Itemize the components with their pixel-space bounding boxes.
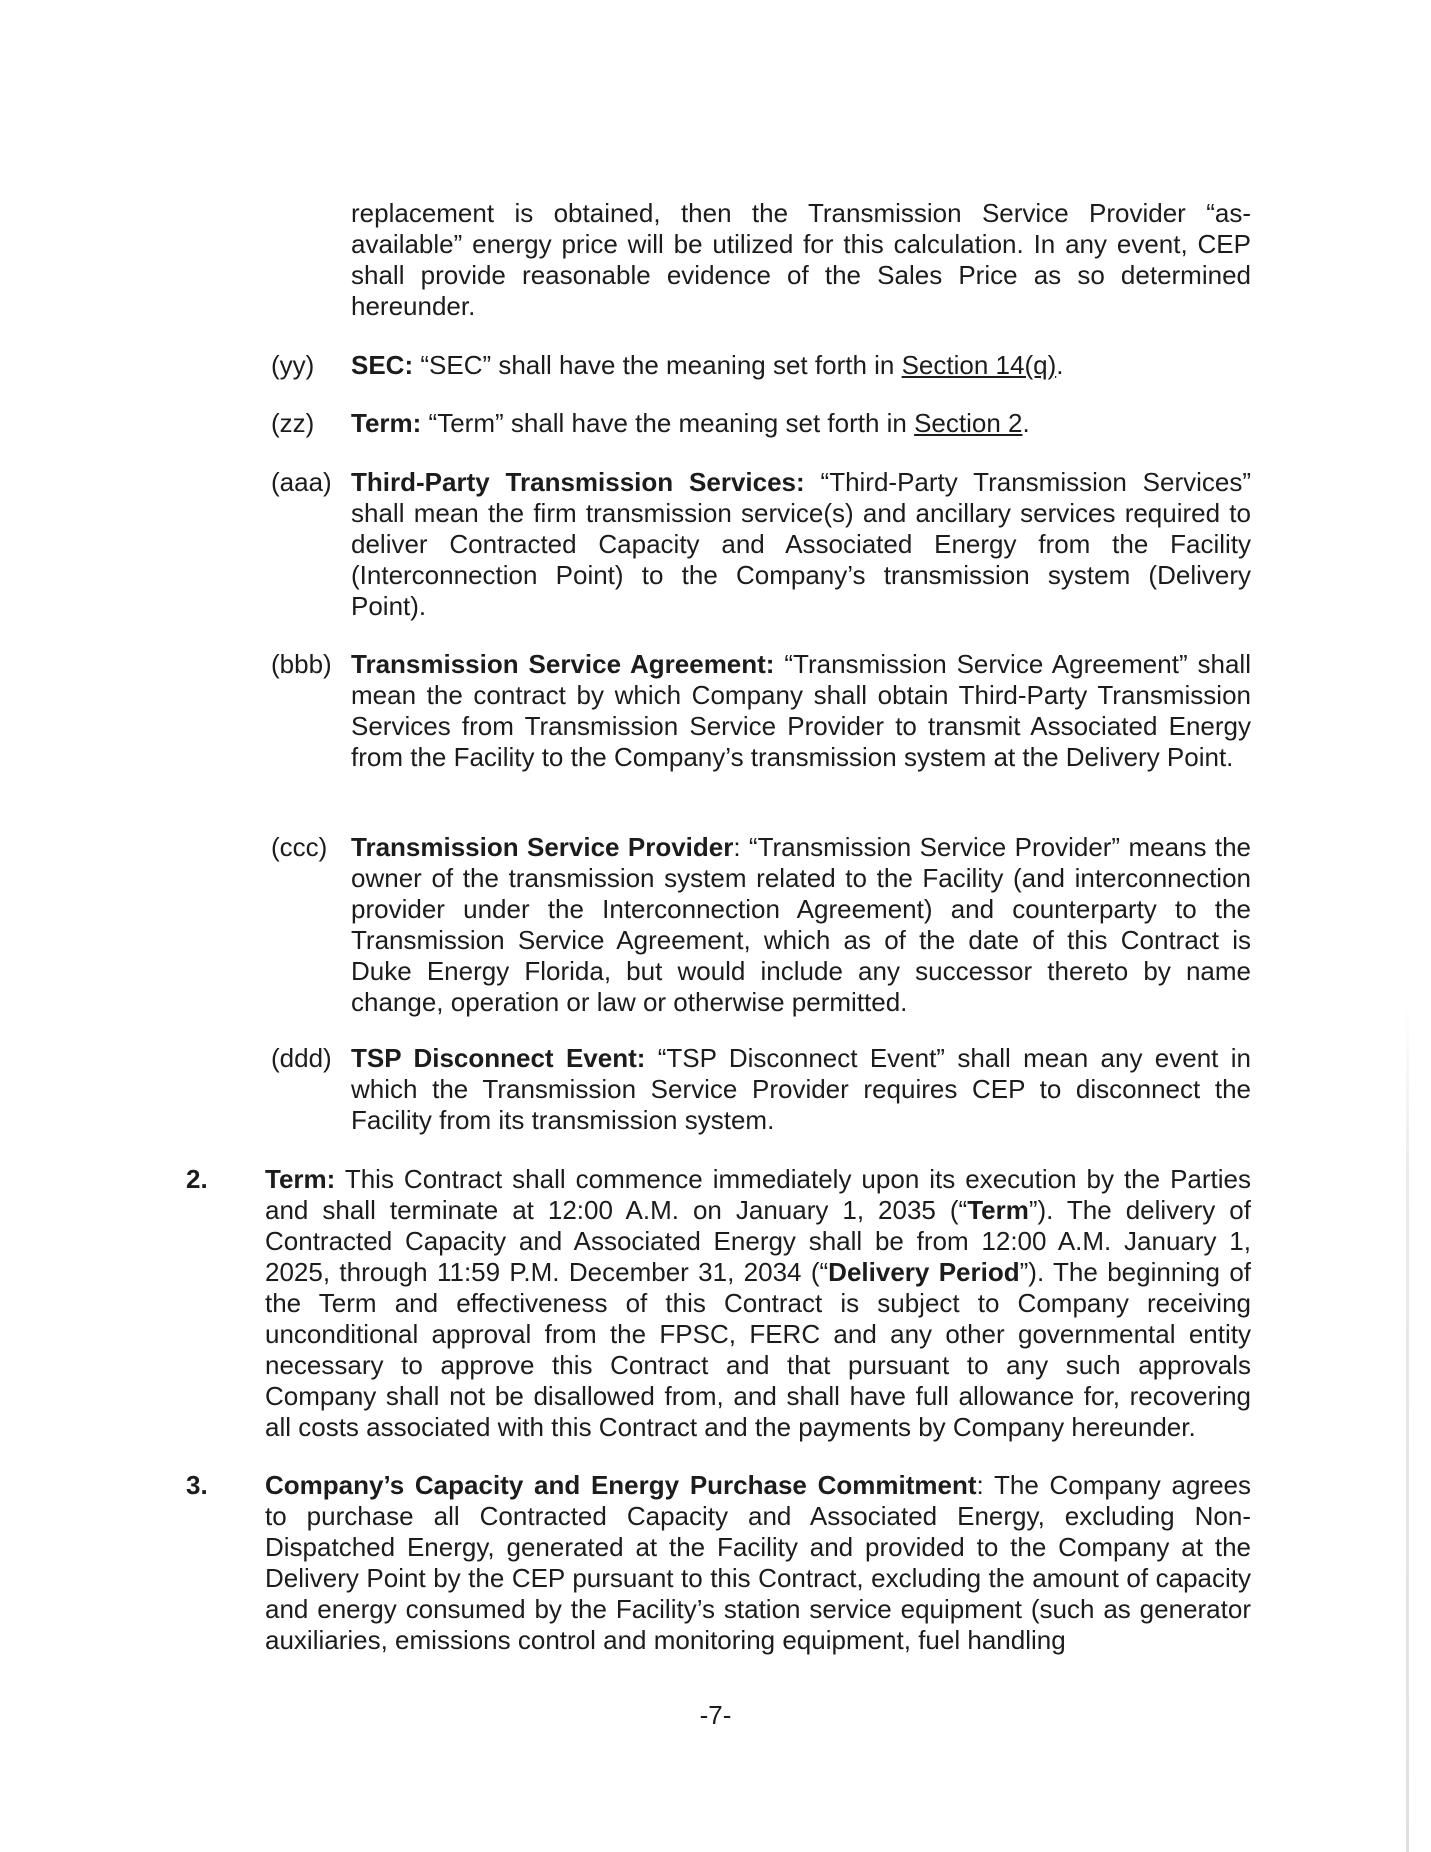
definition-aaa (351, 467, 1251, 622)
definition-zz (351, 408, 1251, 439)
definition-label-bbb: (bbb) (271, 649, 332, 679)
definition-yy (351, 350, 1251, 381)
definition-text: “Third-Party Transmission Services” shall mean the firm transmission service(s) and ancillary services required to deliver Contracted Capacity and Associated Energy from the Facility (Interconnection Point) to the Company’s transmission system (Delivery Point). (351, 467, 1252, 621)
definition-ddd (351, 1043, 1251, 1136)
definition-term: TSP Disconnect Event: (351, 1043, 646, 1073)
section-number-3: 3. (186, 1470, 208, 1500)
section-heading: Company’s Capacity and Energy Purchase Commitment (265, 1470, 977, 1500)
section-text: ”). The beginning of the Term and effectiveness of this Contract is subject to Company receiving unconditional approval from the FPSC, FERC and any other governmental entity necessary to approve this Contract and that pursuant to any such approvals Company shall not be disallowed from, and shall have full allowance for, recovering all costs associated with this Contract and the payments by Company hereunder. (265, 1257, 1252, 1442)
definition-text: “Term” shall have the meaning set forth in (421, 408, 915, 438)
continuation-paragraph: replacement is obtained, then the Transmission Service Provider “as-available” energy price will be utilized for this calculation. In any event, CEP shall provide reasonable evidence of the Sales Price as so determined hereunder. (351, 198, 1251, 321)
definition-label-ccc: (ccc) (271, 832, 328, 862)
definition-term: Third-Party Transmission Services: (351, 467, 805, 497)
definition-text: . (1022, 408, 1030, 438)
definition-ccc (351, 832, 1251, 1018)
defined-term: Term (967, 1195, 1029, 1225)
definition-term: Transmission Service Agreement: (351, 649, 775, 679)
section-text: This Contract shall commence immediately upon its execution by the Parties and shall terminate at 12:00 A.M. on January 1, 2035 (“ (265, 1164, 1251, 1225)
definition-term: SEC: (351, 350, 414, 380)
section-number-2: 2. (186, 1164, 208, 1194)
definition-term: Transmission Service Provider (351, 832, 734, 862)
section-3-purchase-commitment (265, 1470, 1251, 1656)
scan-edge-shadow (1406, 1000, 1409, 1852)
defined-term: Delivery Period (828, 1257, 1020, 1287)
page-number: -7- (699, 1700, 732, 1730)
definition-text: “TSP Disconnect Event” shall mean any event in which the Transmission Service Provider requires CEP to disconnect the Facility from its transmission system. (351, 1043, 1251, 1135)
section-link[interactable]: Section 14(q) (901, 350, 1057, 380)
section-heading: Term: (265, 1164, 336, 1194)
section-text: ”). The delivery of Contracted Capacity and Associated Energy shall be from 12:00 A.M. January 1, 2025, through 11:59 P.M. December 31, 2034 (“ (265, 1195, 1251, 1287)
definition-text: . (1056, 350, 1064, 380)
definition-term: Term: (351, 408, 422, 438)
definition-label-ddd: (ddd) (271, 1043, 332, 1073)
definition-label-aaa: (aaa) (271, 467, 332, 497)
definition-label-yy: (yy) (271, 350, 315, 380)
definition-text: “Transmission Service Agreement” shall mean the contract by which Company shall obtain Third-Party Transmission Services from Transmission Service Provider to transmit Associated Energy from the Facility to the Company’s transmission system at the Delivery Point. (351, 649, 1251, 772)
section-2-term (265, 1164, 1251, 1443)
section-link[interactable]: Section 2 (914, 408, 1023, 438)
definition-bbb (351, 649, 1251, 773)
section-text: : The Company agrees to purchase all Contracted Capacity and Associated Energy, excluding Non-Dispatched Energy, generated at the Facility and provided to the Company at the Delivery Point by the CEP pursuant to this Contract, excluding the amount of capacity and energy consumed by the Facility’s station service equipment (such as generator auxiliaries, emissions control and monitoring equipment, fuel handling (265, 1470, 1251, 1655)
definition-text: “SEC” shall have the meaning set forth in (413, 350, 902, 380)
definition-text: : “Transmission Service Provider” means the owner of the transmission system related to the Facility (and interconnection provider under the Interconnection Agreement) and counterparty to the Transmission Service Agreement, which as of the date of this Contract is Duke Energy Florida, but would include any successor thereto by name change, operation or law or otherwise permitted. (351, 832, 1251, 1017)
definition-label-zz: (zz) (271, 408, 315, 438)
